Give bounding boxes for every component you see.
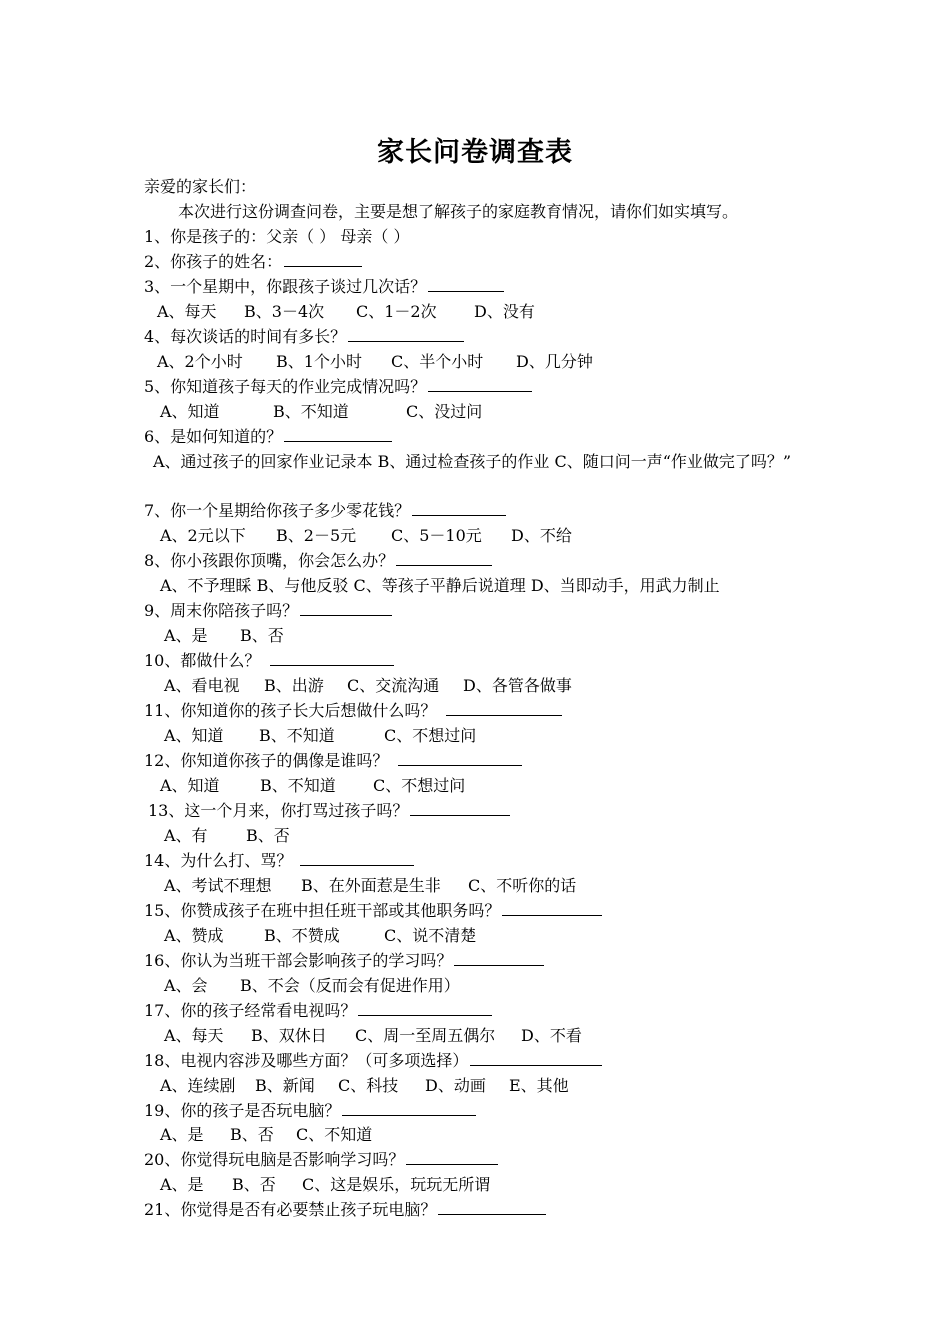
question-17-text: 17、你的孩子经常看电视吗？	[144, 1001, 357, 1020]
question-15-text: 15、你赞成孩子在班中担任班干部或其他职务吗？	[144, 901, 501, 920]
option-a: A、每天	[157, 302, 217, 321]
option-a: A、考试不理想	[164, 876, 272, 895]
question-4-options	[157, 351, 847, 373]
question-13-options	[164, 825, 854, 847]
answer-blank-18[interactable]	[470, 1050, 602, 1066]
option-a: A、是	[164, 626, 208, 645]
option-e: E、其他	[509, 1076, 569, 1095]
question-5-options	[160, 401, 850, 423]
question-11-options	[164, 725, 854, 747]
question-2	[144, 251, 834, 273]
option-b: B、不会（反而会有促进作用）	[240, 976, 460, 995]
option-d: D、各管各做事	[463, 676, 572, 695]
question-4	[144, 326, 834, 348]
option-a: A、知道	[164, 726, 224, 745]
option-a: A、2个小时	[157, 352, 243, 371]
answer-blank-3[interactable]	[428, 276, 504, 292]
option-c: C、不想过问	[384, 726, 477, 745]
question-3-text: 3、一个星期中，你跟孩子谈过几次话？	[144, 277, 427, 296]
option-b: B、不知道	[260, 776, 336, 795]
option-a: A、连续剧	[160, 1076, 236, 1095]
option-c: C、不听你的话	[468, 876, 577, 895]
question-3	[144, 276, 834, 298]
question-9-options	[164, 625, 854, 647]
option-a: A、每天	[164, 1026, 224, 1045]
option-b: B、2－5元	[276, 526, 357, 545]
question-21	[144, 1199, 834, 1221]
answer-blank-10[interactable]	[270, 650, 394, 666]
question-18-options	[160, 1075, 850, 1097]
question-9	[144, 600, 834, 622]
question-16	[144, 950, 834, 972]
option-b: B、否	[232, 1175, 276, 1194]
question-4-text: 4、每次谈话的时间有多长？	[144, 327, 347, 346]
option-b: B、新闻	[255, 1076, 315, 1095]
option-c: C、不想过问	[373, 776, 466, 795]
option-c: C、5－10元	[391, 526, 482, 545]
option-b: B、在外面惹是生非	[301, 876, 441, 895]
question-7-options	[160, 525, 850, 547]
question-6-text: 6、是如何知道的？	[144, 427, 283, 446]
option-b: B、不赞成	[264, 926, 340, 945]
option-d: D、几分钟	[516, 352, 593, 371]
option-a: A、知道	[160, 776, 220, 795]
option-c: C、科技	[338, 1076, 399, 1095]
question-10-options	[164, 675, 854, 697]
option-c: C、周一至周五偶尔	[355, 1026, 496, 1045]
question-19-options	[160, 1124, 850, 1146]
question-11	[144, 700, 834, 722]
answer-blank-14[interactable]	[300, 850, 414, 866]
answer-blank-8[interactable]	[396, 550, 492, 566]
answer-blank-5[interactable]	[428, 376, 532, 392]
question-6-options: A、通过孩子的回家作业记录本 B、通过检查孩子的作业 C、随口问一声“作业做完了吗？”	[153, 452, 792, 471]
option-a: A、2元以下	[160, 526, 246, 545]
answer-blank-13[interactable]	[410, 800, 510, 816]
answer-blank-6[interactable]	[284, 426, 392, 442]
question-12-options	[160, 775, 850, 797]
option-c: C、半个小时	[391, 352, 484, 371]
option-b: B、否	[246, 826, 290, 845]
answer-blank-19[interactable]	[342, 1100, 476, 1116]
question-8-options: A、不予理睬 B、与他反驳 C、等孩子平静后说道理 D、当即动手，用武力制止	[160, 576, 720, 595]
option-a: A、是	[160, 1175, 204, 1194]
question-8-text: 8、你小孩跟你顶嘴，你会怎么办？	[144, 551, 395, 570]
greeting: 亲爱的家长们：	[144, 177, 257, 196]
intro-text: 本次进行这份调查问卷，主要是想了解孩子的家庭教育情况，请你们如实填写。	[178, 202, 739, 221]
answer-blank-17[interactable]	[358, 1000, 492, 1016]
answer-blank-21[interactable]	[438, 1199, 546, 1215]
question-12-text: 12、你知道你孩子的偶像是谁吗？	[144, 751, 389, 770]
answer-blank-7[interactable]	[412, 500, 506, 516]
answer-blank-15[interactable]	[502, 900, 602, 916]
question-1: 1、你是孩子的：父亲（ ） 母亲（ ）	[144, 227, 410, 246]
option-b: B、否	[240, 626, 284, 645]
question-17-options	[164, 1025, 854, 1047]
option-c: C、交流沟通	[347, 676, 440, 695]
answer-blank-11[interactable]	[446, 700, 562, 716]
option-c: C、不知道	[296, 1125, 373, 1144]
option-a: A、有	[164, 826, 208, 845]
question-5-text: 5、你知道孩子每天的作业完成情况吗？	[144, 377, 427, 396]
question-10-text: 10、都做什么？	[144, 651, 261, 670]
question-9-text: 9、周末你陪孩子吗？	[144, 601, 299, 620]
option-a: A、会	[164, 976, 208, 995]
question-13-text: 13、这一个月来，你打骂过孩子吗？	[148, 801, 409, 820]
question-17	[144, 1000, 834, 1022]
option-b: B、1个小时	[276, 352, 362, 371]
question-14	[144, 850, 834, 872]
question-18	[144, 1050, 834, 1072]
answer-blank-20[interactable]	[406, 1149, 498, 1165]
answer-blank-9[interactable]	[300, 600, 392, 616]
question-8	[144, 550, 834, 572]
question-21-text: 21、你觉得是否有必要禁止孩子玩电脑？	[144, 1200, 437, 1219]
answer-blank-2[interactable]	[284, 251, 362, 267]
page-title: 家长问卷调查表	[377, 137, 573, 168]
option-c: C、1－2次	[356, 302, 437, 321]
option-d: D、动画	[425, 1076, 486, 1095]
question-20-options	[160, 1174, 850, 1196]
question-19	[144, 1100, 834, 1122]
question-15-options	[164, 925, 854, 947]
question-5	[144, 376, 834, 398]
option-a: A、知道	[160, 402, 220, 421]
question-19-text: 19、你的孩子是否玩电脑？	[144, 1101, 341, 1120]
option-b: B、不知道	[273, 402, 349, 421]
question-7-text: 7、你一个星期给你孩子多少零花钱？	[144, 501, 411, 520]
answer-blank-4[interactable]	[348, 326, 464, 342]
question-11-text: 11、你知道你的孩子长大后想做什么吗？	[144, 701, 437, 720]
question-16-text: 16、你认为当班干部会影响孩子的学习吗？	[144, 951, 453, 970]
option-b: B、否	[230, 1125, 274, 1144]
question-7	[144, 500, 834, 522]
answer-blank-16[interactable]	[454, 950, 544, 966]
question-10	[144, 650, 834, 672]
option-c: C、没过问	[406, 402, 483, 421]
question-20	[144, 1149, 834, 1171]
answer-blank-12[interactable]	[398, 750, 522, 766]
option-d: D、没有	[474, 302, 535, 321]
question-6	[144, 426, 834, 448]
option-b: B、不知道	[259, 726, 335, 745]
option-b: B、出游	[264, 676, 324, 695]
question-15	[144, 900, 834, 922]
question-12	[144, 750, 834, 772]
option-b: B、双休日	[251, 1026, 327, 1045]
option-c: C、说不清楚	[384, 926, 477, 945]
question-2-text: 2、你孩子的姓名：	[144, 252, 283, 271]
question-14-options	[164, 875, 854, 897]
question-16-options	[164, 975, 854, 997]
option-d: D、不给	[511, 526, 572, 545]
option-a: A、赞成	[164, 926, 224, 945]
option-a: A、是	[160, 1125, 204, 1144]
option-a: A、看电视	[164, 676, 240, 695]
option-d: D、不看	[521, 1026, 582, 1045]
question-3-options	[157, 301, 847, 323]
question-20-text: 20、你觉得玩电脑是否影响学习吗？	[144, 1150, 405, 1169]
option-b: B、3－4次	[244, 302, 325, 321]
question-14-text: 14、为什么打、骂？	[144, 851, 293, 870]
question-18-text: 18、电视内容涉及哪些方面？（可多项选择）	[144, 1051, 469, 1070]
question-13	[148, 800, 838, 822]
option-c: C、这是娱乐，玩玩无所谓	[302, 1175, 491, 1194]
